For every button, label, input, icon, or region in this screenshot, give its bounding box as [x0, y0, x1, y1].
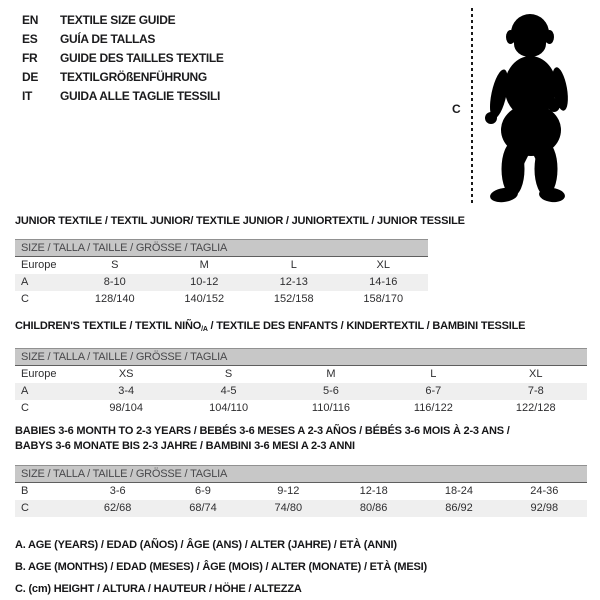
- lang-code: FR: [22, 50, 38, 65]
- size-cell: XS: [118, 368, 134, 381]
- size-cell: 12-13: [249, 274, 339, 291]
- section-babies: [15, 424, 587, 517]
- row-label: C: [15, 500, 75, 517]
- lang-row-it: [22, 86, 224, 105]
- section-children-heading: [15, 320, 587, 336]
- size-cell: 98/104: [109, 402, 144, 414]
- size-header-row: [15, 349, 587, 366]
- size-row-europe: [15, 257, 428, 274]
- size-row-c: [15, 400, 587, 417]
- size-cell: S: [111, 259, 119, 272]
- size-cell: 86/92: [416, 500, 501, 517]
- size-cell: 62/68: [75, 500, 160, 517]
- row-label: B: [21, 485, 29, 498]
- lang-title: GUIDE DES TAILLES TEXTILE: [60, 50, 224, 65]
- lang-row-fr: [22, 48, 224, 67]
- section-children: [15, 320, 587, 417]
- size-cell: 24-36: [530, 485, 559, 498]
- height-measure-label: C: [452, 102, 461, 116]
- footnote-c: C. (cm) HEIGHT / ALTURA / HAUTEUR / HÖHE / ALTEZZA: [15, 583, 302, 595]
- size-cell: S: [224, 368, 233, 381]
- heading-text: CHILDREN'S TEXTILE / TEXTIL NIÑO: [15, 320, 202, 332]
- size-header-row: [15, 466, 587, 483]
- size-cell: 7-8: [485, 383, 587, 400]
- size-cell: 158/170: [363, 293, 404, 305]
- footnote-b: B. AGE (MONTHS) / EDAD (MESES) / ÂGE (MOIS) / ALTER (MONATE) / ETÀ (MESI): [15, 561, 427, 573]
- lang-code: DE: [22, 69, 39, 84]
- size-cell: 92/98: [502, 500, 587, 517]
- junior-size-table: [15, 239, 428, 308]
- heading-subscript: /A: [201, 326, 208, 333]
- toddler-silhouette-icon: [477, 4, 575, 206]
- size-cell: 80/86: [331, 500, 416, 517]
- row-label: C: [21, 293, 29, 305]
- lang-code: EN: [22, 12, 39, 27]
- size-cell: 122/128: [515, 402, 556, 414]
- size-cell: L: [430, 368, 437, 381]
- size-cell: 12-18: [359, 485, 388, 498]
- size-cell: M: [326, 368, 336, 381]
- size-row-b: [15, 483, 587, 500]
- size-cell: L: [290, 259, 297, 272]
- size-header-label: SIZE / TALLA / TAILLE / GRÖSSE / TAGLIA: [15, 349, 587, 366]
- size-cell: 68/74: [160, 500, 245, 517]
- row-label: Europe: [21, 368, 57, 381]
- lang-title: GUÍA DE TALLAS: [60, 31, 156, 46]
- row-label: C: [21, 402, 29, 414]
- lang-title: GUIDA ALLE TAGLIE TESSILI: [60, 88, 221, 103]
- heading-line-1: BABIES 3-6 MONTH TO 2-3 YEARS / BEBÉS 3-6 MESES A 2-3 AÑOS / BÉBÉS 3-6 MOIS À 2-3 ANS /: [15, 425, 510, 437]
- size-cell: 140/152: [184, 293, 225, 305]
- language-title-list: [22, 10, 224, 105]
- size-cell: 9-12: [277, 485, 300, 498]
- size-cell: 110/116: [311, 402, 351, 414]
- size-cell: 3-6: [109, 485, 126, 498]
- section-babies-heading: [15, 424, 587, 454]
- size-cell: 74/80: [246, 500, 331, 517]
- lang-code: IT: [22, 88, 33, 103]
- lang-title: TEXTILGRÖßENFÜHRUNG: [60, 69, 207, 84]
- heading-line-2: BABYS 3-6 MONATE BIS 2-3 JAHRE / BAMBINI 3-6 MESI A 2-3 ANNI: [15, 440, 355, 452]
- size-cell: 152/158: [273, 293, 314, 305]
- size-cell: XL: [376, 259, 390, 272]
- lang-code: ES: [22, 31, 38, 46]
- size-cell: XL: [529, 368, 543, 381]
- size-cell: 4-5: [177, 383, 279, 400]
- heading-text: / TEXTILE DES ENFANTS / KINDERTEXTIL / BAMBINI TESSILE: [207, 320, 526, 332]
- height-measure-dashed-line: [471, 8, 473, 206]
- size-cell: 14-16: [339, 274, 429, 291]
- row-label: Europe: [21, 259, 57, 272]
- size-header-row: [15, 240, 428, 257]
- size-row-a: [15, 274, 428, 291]
- section-junior-heading: JUNIOR TEXTILE / TEXTIL JUNIOR/ TEXTILE JUNIOR / JUNIORTEXTIL / JUNIOR TESSILE: [15, 215, 465, 227]
- size-cell: 10-12: [160, 274, 250, 291]
- row-label: A: [15, 274, 70, 291]
- size-cell: 116/122: [413, 402, 453, 414]
- section-junior: [15, 215, 465, 308]
- lang-row-en: [22, 10, 224, 29]
- children-size-table: [15, 348, 587, 417]
- size-row-c: [15, 500, 587, 517]
- lang-row-de: [22, 67, 224, 86]
- lang-title: TEXTILE SIZE GUIDE: [60, 12, 176, 27]
- footnote-a: A. AGE (YEARS) / EDAD (AÑOS) / ÂGE (ANS) / ALTER (JAHRE) / ETÀ (ANNI): [15, 539, 397, 551]
- babies-size-table: [15, 465, 587, 517]
- size-cell: M: [199, 259, 209, 272]
- size-cell: 6-7: [382, 383, 484, 400]
- size-cell: 8-10: [70, 274, 160, 291]
- lang-row-es: [22, 29, 224, 48]
- size-cell: 5-6: [280, 383, 382, 400]
- size-header-label: SIZE / TALLA / TAILLE / GRÖSSE / TAGLIA: [15, 240, 428, 257]
- size-cell: 18-24: [444, 485, 474, 498]
- footnote-legend: [15, 534, 427, 600]
- size-row-a: [15, 383, 587, 400]
- size-cell: 128/140: [94, 293, 135, 305]
- size-row-europe: [15, 366, 587, 383]
- size-cell: 6-9: [195, 485, 211, 498]
- size-cell: 3-4: [75, 383, 177, 400]
- size-cell: 104/110: [209, 402, 249, 414]
- row-label: A: [15, 383, 75, 400]
- size-header-label: SIZE / TALLA / TAILLE / GRÖSSE / TAGLIA: [15, 466, 587, 483]
- size-row-c: [15, 291, 428, 308]
